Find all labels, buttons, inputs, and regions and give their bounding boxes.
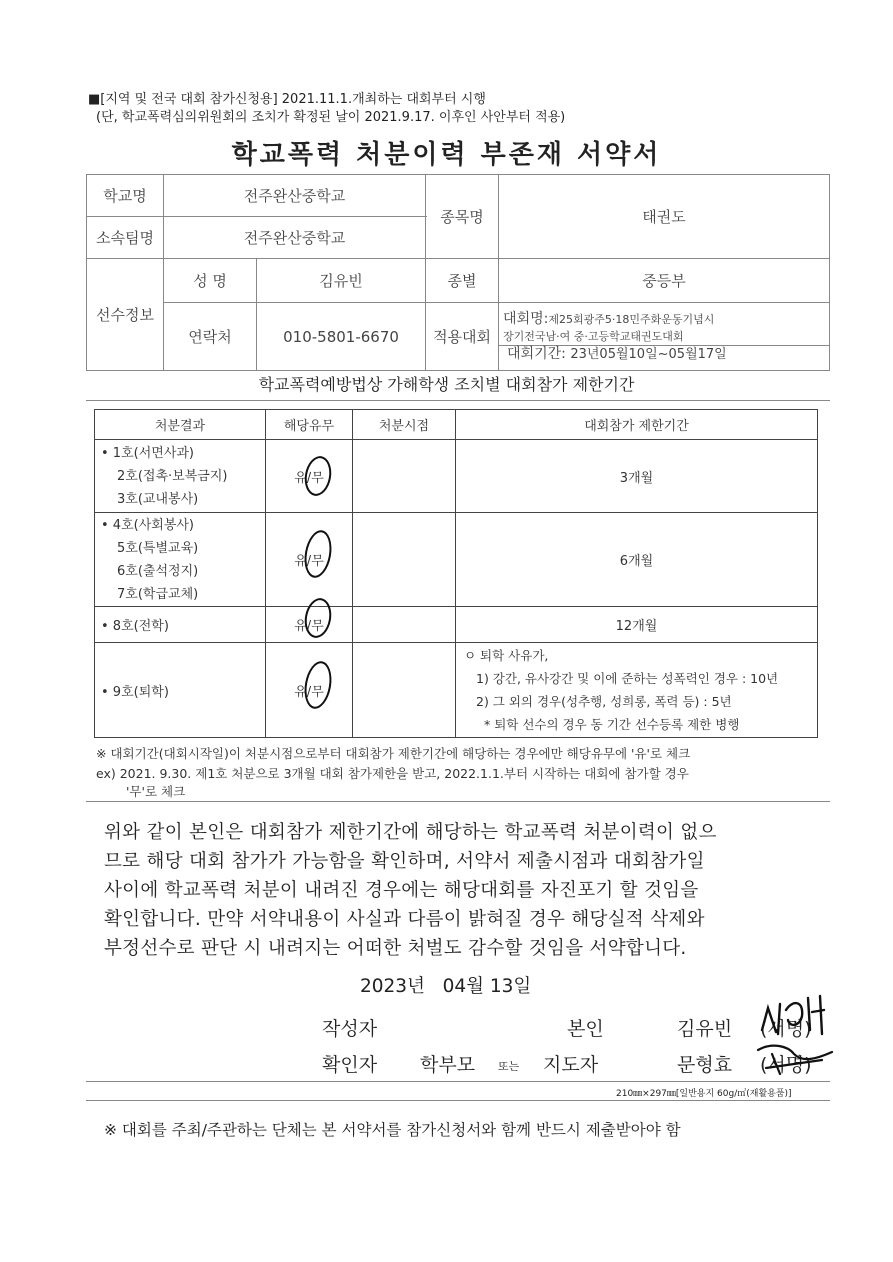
header-date: 처분시점: [353, 410, 456, 440]
pledge-date: 2023년 04월 13일: [360, 976, 532, 997]
team-value: 전주완산중학교: [164, 217, 426, 259]
handwritten-signature: [752, 990, 844, 1080]
yes-no-check: 유/무: [294, 615, 324, 634]
writer-seal: (서명): [760, 1018, 812, 1040]
team-label: 소속팀명: [87, 217, 164, 259]
yes-no-check: 유/무: [294, 550, 324, 569]
school-value: 전주완산중학교: [164, 175, 426, 217]
circle-mark: [301, 659, 335, 711]
period-line: ㅇ 퇴학 사유가,: [464, 648, 549, 663]
measure-item: 7호(학급교체): [117, 586, 199, 602]
contact-label: 연락처: [164, 303, 257, 371]
event-period-value: 23년05월10일~05월17일: [570, 347, 727, 362]
event-name-value-2: 장기전국남·여 중·고등학교태권도대회: [503, 330, 684, 343]
contact-value: 010-5801-6670: [257, 303, 426, 371]
applicable-cell: [266, 643, 353, 738]
notice-line-1: ■[지역 및 전국 대회 참가신청용] 2021.11.1.개최하는 대회부터 시행: [88, 92, 486, 107]
division-value: 중등부: [499, 259, 830, 303]
writer-label: 작성자: [322, 1018, 378, 1040]
measure-item: 2호(접촉·보복금지): [117, 468, 228, 484]
applicable-cell: [266, 440, 353, 513]
sport-value: 태권도: [499, 175, 830, 259]
measure-cell: • 9호(퇴학): [95, 643, 266, 738]
measure-item: 3호(교내봉사): [117, 491, 199, 507]
event-info: [499, 303, 830, 371]
footer-note: ※ 대회를 주최/주관하는 단체는 본 서약서를 참가신청서와 함께 반드시 제출받아야 함: [104, 1121, 681, 1139]
sport-label: 종목명: [426, 175, 499, 259]
yes-no-check: 유/무: [294, 467, 324, 486]
document-title: 학교폭력 처분이력 부존재 서약서: [231, 140, 662, 170]
applied-event-label: 적용대회: [426, 303, 499, 371]
measure-item: • 4호(사회봉사): [101, 517, 195, 533]
or-label: 또는: [498, 1060, 520, 1073]
circle-mark: [301, 528, 335, 580]
paper-spec: 210㎜×297㎜[일반용지 60g/㎡(재활용품)]: [616, 1089, 792, 1099]
measure-cell: [95, 513, 266, 607]
note-2: ex) 2021. 9.30. 제1호 처분으로 3개월 대회 참가제한을 받고, 2022.1.1.부터 시작하는 대회에 참가할 경우: [96, 766, 689, 781]
date-cell: [353, 607, 456, 643]
period-line: 2) 그 외의 경우(성추행, 성희롱, 폭력 등) : 5년: [476, 694, 732, 709]
self-label: 본인: [567, 1018, 604, 1040]
measure-cell: [95, 440, 266, 513]
event-period-label: 대회기간:: [507, 346, 566, 362]
restriction-subtitle: 학교폭력예방법상 가해학생 조치별 대회참가 제한기간: [258, 375, 635, 394]
parent-label: 학부모: [420, 1054, 476, 1076]
discipline-table: [94, 409, 818, 738]
applicable-cell: [266, 513, 353, 607]
school-label: 학교명: [87, 175, 164, 217]
yes-no-check: 유/무: [294, 681, 324, 700]
event-name-value-1: 제25회광주5·18민주화운동기념시: [548, 313, 715, 326]
applicable-cell: [266, 607, 353, 643]
coach-label: 지도자: [543, 1054, 599, 1076]
header-result: 처분결과: [95, 410, 266, 440]
measure-item: 6호(출석정지): [117, 563, 199, 579]
circle-mark: [302, 454, 335, 498]
name-value: 김유빈: [257, 259, 426, 303]
note-3: '무'로 체크: [126, 784, 186, 799]
date-cell: [353, 513, 456, 607]
info-table: [86, 174, 830, 371]
divider: [86, 801, 830, 802]
writer-name: 김유빈: [677, 1018, 733, 1040]
header-period: 대회참가 제한기간: [456, 410, 818, 440]
event-name-label: 대회명:: [503, 311, 549, 327]
measure-item: • 1호(서면사과): [101, 445, 195, 461]
period-cell: 6개월: [456, 513, 818, 607]
confirmer-label: 확인자: [322, 1054, 378, 1076]
notice-line-2: (단, 학교폭력심의위원회의 조치가 확정된 날이 2021.9.17. 이후인 사안부터 적용): [96, 110, 566, 125]
period-line: * 퇴학 선수의 경우 동 기간 선수등록 제한 병행: [484, 717, 740, 732]
date-cell: [353, 643, 456, 738]
header-applicable: 해당유무: [266, 410, 353, 440]
period-cell: 3개월: [456, 440, 818, 513]
player-info-label: 선수정보: [87, 259, 164, 371]
division-label: 종별: [426, 259, 499, 303]
period-cell: 12개월: [456, 607, 818, 643]
divider: [86, 400, 830, 401]
measure-cell: • 8호(전학): [95, 607, 266, 643]
period-cell: [456, 643, 818, 738]
date-cell: [353, 440, 456, 513]
pledge-text: 위와 같이 본인은 대회참가 제한기간에 해당하는 학교폭력 처분이력이 없으 므로 해당 대회 참가가 가능함을 확인하며, 서약서 제출시점과 대회참가일 사이에 학교폭력 처분이 내려진 경우에는 해당대회를 자진포기 할 것임을 확인합니다. 만약 서약내용이 사실과 다름이 밝혀질 경우 해당실적 삭제와 부정선수로 판단 시 내려지는 어떠한 처벌도 감수할 것임을 서약합니다.: [104, 822, 717, 959]
confirmer-name: 문형효: [677, 1054, 733, 1076]
period-line: 1) 강간, 유사강간 및 이에 준하는 성폭력인 경우 : 10년: [476, 671, 779, 686]
measure-item: 5호(특별교육): [117, 540, 199, 556]
confirmer-seal: (서명): [760, 1054, 812, 1076]
divider: [86, 1081, 830, 1082]
note-1: ※ 대회기간(대회시작일)이 처분시점으로부터 대회참가 제한기간에 해당하는 경우에만 해당유무에 '유'로 체크: [96, 746, 691, 761]
divider: [86, 1100, 830, 1101]
name-label: 성 명: [164, 259, 257, 303]
